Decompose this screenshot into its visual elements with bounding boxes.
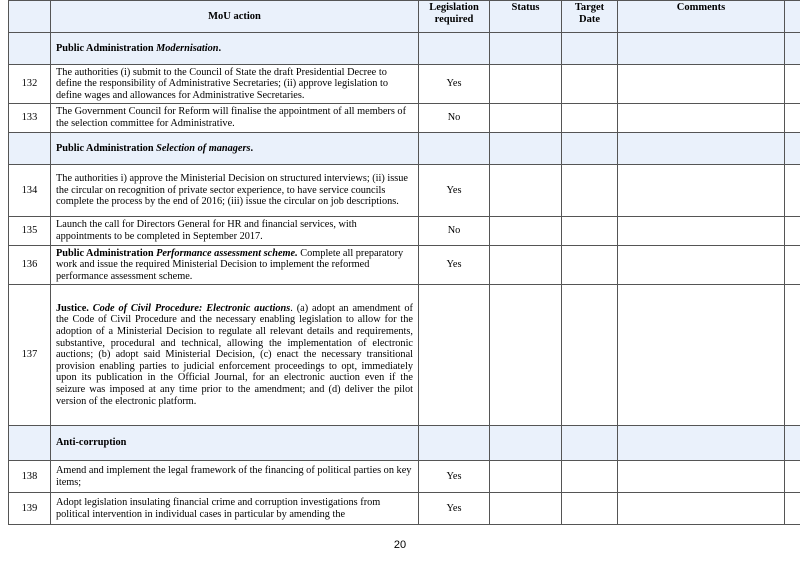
status-cell [490,493,562,525]
action-lead-bold-italic: Code of Civil Procedure: Electronic auctions [88,302,291,314]
row-number: 137 [9,285,51,426]
legislation-required-value: Yes [419,493,490,525]
section-empty-cell [490,33,562,65]
section-row-selection-of-managers [9,133,800,165]
table-header-row [9,1,800,33]
section-empty-cell [419,426,490,461]
section-empty-cell [618,426,785,461]
section-number-cell [9,426,51,461]
row-number: 132 [9,65,51,104]
table-row-135 [9,217,800,246]
section-title-suffix: . [218,42,222,54]
mou-actions-table [8,0,800,525]
section-row-anti-corruption [9,426,800,461]
row-number: 134 [9,165,51,217]
action-lead-bold-italic: Performance assessment scheme. [156,247,298,259]
target-date-column-header: Target Date [562,1,618,33]
section-title-italic: Modernisation [156,42,219,54]
extra-column-header [785,1,800,33]
section-empty-cell [562,33,618,65]
extra-cell [785,165,800,217]
table-row-138 [9,461,800,493]
mou-action-text: Amend and implement the legal framework of the financing of political parties on key items; [51,461,419,493]
extra-cell [785,285,800,426]
legislation-required-value [419,285,490,426]
comments-cell [618,104,785,133]
mou-action-text: The Government Council for Reform will finalise the appointment of all members of the selection committee for Administrative. [51,104,419,133]
action-lead-bold: Public Administration [56,247,157,259]
section-title [51,133,419,165]
status-cell [490,285,562,426]
row-number: 139 [9,493,51,525]
mou-action-text [51,246,419,285]
legislation-required-value: Yes [419,246,490,285]
target-date-cell [562,104,618,133]
mou-action-text: Adopt legislation insulating financial crime and corruption investigations from political intervention in individual cases in particular by amending the [51,493,419,525]
action-body: . (a) adopt an amendment of the Code of Civil Procedure and the necessary enabling legislation to allow for the adoption of a Ministerial Decision to regulate all relevant details and requirements, substantive, procedural and technical, allowing the implementation of electronic auctions; (b) adopt said Ministerial Decision, (c) enact the necessary transitional provision enabling parties to judicial enforcement proceedings to opt, immediately upon its publication in the Official Journal, for an electronic auction even if the seizure was imposed at any time prior to the amendment; and (d) deliver the pilot version of the electronic platform. [56,302,413,407]
section-title-suffix: . [250,142,254,154]
status-cell [490,461,562,493]
status-cell [490,165,562,217]
mou-action-text: The authorities i) approve the Ministerial Decision on structured interviews; (ii) issue the circular on recognition of private sector experience, to have service councils complete the process by the end of 2016; (iii) issue the circular on job descriptions. [51,165,419,217]
legislation-required-value: Yes [419,65,490,104]
status-column-header: Status [490,1,562,33]
table-row-139 [9,493,800,525]
extra-cell [785,65,800,104]
target-date-cell [562,461,618,493]
section-empty-cell [785,133,800,165]
mou-action-text [51,285,419,426]
extra-cell [785,493,800,525]
section-empty-cell [490,426,562,461]
comments-cell [618,285,785,426]
target-date-cell [562,165,618,217]
extra-cell [785,246,800,285]
legislation-required-value: No [419,104,490,133]
legislation-required-column-header: Legislation required [419,1,490,33]
section-empty-cell [562,426,618,461]
section-empty-cell [618,33,785,65]
section-empty-cell [785,426,800,461]
target-date-cell [562,493,618,525]
legislation-required-value: Yes [419,461,490,493]
comments-cell [618,246,785,285]
comments-cell [618,65,785,104]
legislation-required-value: Yes [419,165,490,217]
status-cell [490,246,562,285]
section-title-italic: Selection of managers [156,142,251,154]
section-empty-cell [785,33,800,65]
section-row-modernisation [9,33,800,65]
table-row-132 [9,65,800,104]
section-empty-cell [490,133,562,165]
status-cell [490,104,562,133]
table-row-136 [9,246,800,285]
section-title-prefix: Public Administration [56,142,157,154]
extra-cell [785,461,800,493]
comments-cell [618,493,785,525]
status-cell [490,65,562,104]
number-column-header [9,1,51,33]
row-number: 136 [9,246,51,285]
section-empty-cell [419,133,490,165]
comments-cell [618,461,785,493]
comments-cell [618,165,785,217]
extra-cell [785,217,800,246]
target-date-cell [562,217,618,246]
page-number: 20 [393,539,407,551]
table-row-133 [9,104,800,133]
action-body: Complete all preparatory work and issue the required Ministerial Decision to implement the reformed performance assessment scheme. [56,247,404,282]
comments-column-header: Comments [618,1,785,33]
legislation-required-value: No [419,217,490,246]
section-empty-cell [618,133,785,165]
mou-action-text: Launch the call for Directors General for HR and financial services, with appointments to be completed in September 2017. [51,217,419,246]
section-number-cell [9,33,51,65]
status-cell [490,217,562,246]
row-number: 135 [9,217,51,246]
row-number: 133 [9,104,51,133]
mou-action-column-header: MoU action [51,1,419,33]
table-row-134 [9,165,800,217]
comments-cell [618,217,785,246]
target-date-cell [562,285,618,426]
target-date-cell [562,65,618,104]
section-title-prefix: Anti-corruption [56,437,127,449]
row-number: 138 [9,461,51,493]
action-lead-bold: Justice. [56,302,89,314]
section-empty-cell [562,133,618,165]
mou-action-text: The authorities (i) submit to the Council of State the draft Presidential Decree to define the responsibility of Administrative Secretaries; (ii) approve legislation to define wages and allowances for Administrative Secretaries. [51,65,419,104]
section-number-cell [9,133,51,165]
target-date-cell [562,246,618,285]
section-title [51,33,419,65]
section-title [51,426,419,461]
table-row-137 [9,285,800,426]
section-empty-cell [419,33,490,65]
extra-cell [785,104,800,133]
section-title-prefix: Public Administration [56,42,157,54]
